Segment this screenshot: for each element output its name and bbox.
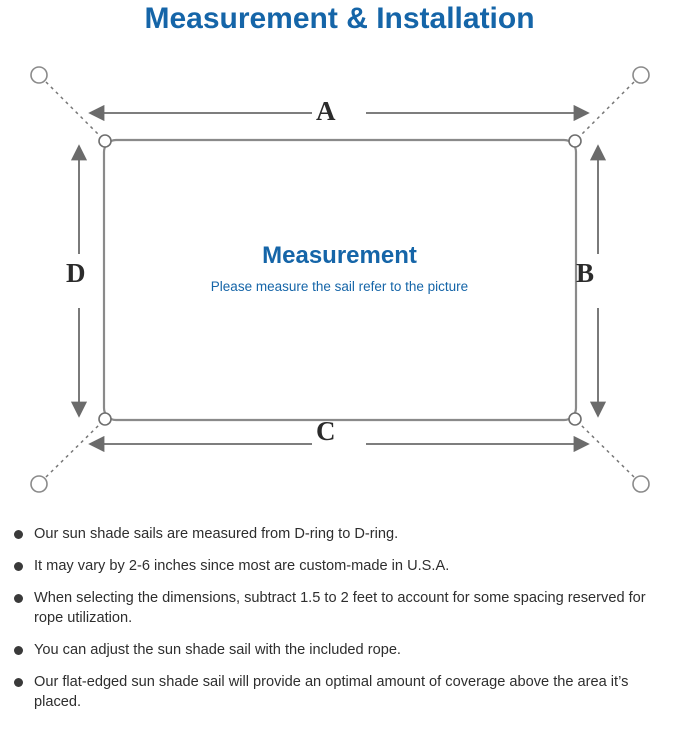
note-text: It may vary by 2-6 inches since most are custom-made in U.S.A. xyxy=(34,558,450,574)
bullet-icon xyxy=(14,594,23,603)
notes-list xyxy=(0,524,679,724)
bullet-icon xyxy=(14,530,23,539)
bullet-icon xyxy=(14,646,23,655)
measurement-diagram xyxy=(0,46,679,516)
dimension-label-b: B xyxy=(576,258,595,288)
list-item xyxy=(0,588,679,628)
note-text: You can adjust the sun shade sail with the included rope. xyxy=(34,642,401,658)
bullet-icon xyxy=(14,562,23,571)
dimension-label-d: D xyxy=(66,258,86,288)
list-item xyxy=(0,556,679,576)
note-text: When selecting the dimensions, subtract 1.5 to 2 feet to account for some spacing reserved for rope utilization. xyxy=(34,590,646,626)
diagram-center-label: Measurement xyxy=(262,242,417,269)
note-text: Our flat-edged sun shade sail will provide an optimal amount of coverage above the area it’s placed. xyxy=(34,674,629,710)
bullet-icon xyxy=(14,678,23,687)
note-text: Our sun shade sails are measured from D-ring to D-ring. xyxy=(34,526,399,542)
list-item xyxy=(0,672,679,712)
dimension-label-c: C xyxy=(316,416,336,446)
list-item xyxy=(0,524,679,544)
dimension-label-a: A xyxy=(316,96,336,126)
list-item xyxy=(0,640,679,660)
page-title: Measurement & Installation xyxy=(144,2,535,35)
diagram-center-subtitle: Please measure the sail refer to the picture xyxy=(210,279,469,294)
